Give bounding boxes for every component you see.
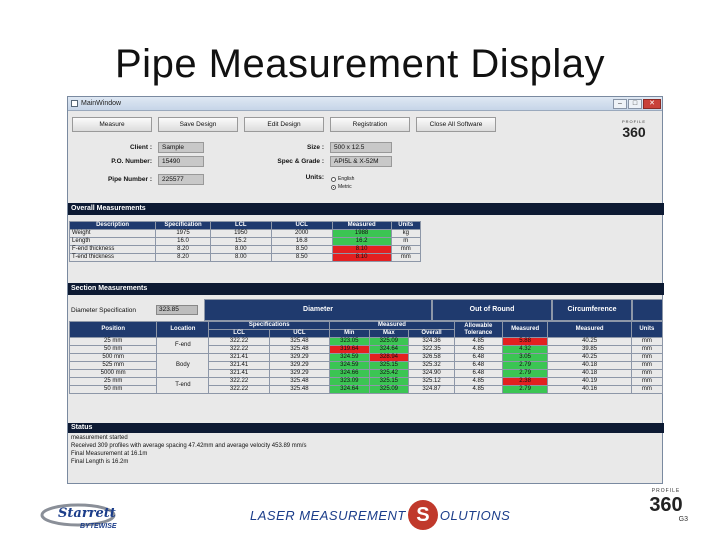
close-all-software-button[interactable]: Close All Software	[416, 117, 496, 132]
group-out-of-round: Out of Round	[432, 299, 552, 321]
table-cell: 16.8	[271, 238, 332, 246]
table-cell: 325.48	[269, 338, 329, 346]
table-cell: 321.41	[209, 370, 269, 378]
profile-number: 360	[649, 494, 683, 516]
status-line: measurement started	[71, 435, 128, 441]
table-cell: mm	[631, 378, 662, 386]
table-cell: 2000	[271, 230, 332, 238]
client-field[interactable]: Sample	[158, 142, 204, 153]
table-cell: mm	[391, 246, 420, 254]
status-log	[71, 434, 306, 466]
main-window	[67, 96, 663, 484]
table-cell: 2.38	[502, 378, 548, 386]
table-cell: 324.66	[330, 370, 370, 378]
table-cell: 325.15	[369, 362, 409, 370]
table-cell: 40.25	[548, 338, 631, 346]
spec-grade-field[interactable]: API5L & X-52M	[330, 156, 392, 167]
table-cell: 324.36	[409, 338, 455, 346]
table-cell: 8.20	[156, 254, 211, 262]
location-cell: T-end	[157, 378, 209, 394]
registration-button[interactable]: Registration	[330, 117, 410, 132]
table-cell: F-end thickness	[70, 246, 156, 254]
table-cell: 50 mm	[70, 346, 157, 354]
starrett-logo	[40, 503, 120, 538]
table-cell: 8.50	[271, 246, 332, 254]
table-cell: 1950	[210, 230, 271, 238]
table-cell: 323.09	[330, 378, 370, 386]
profile-g3: G3	[678, 516, 688, 523]
col-ucl: UCL	[271, 222, 332, 230]
col-specification: Specification	[156, 222, 211, 230]
table-cell: 4.85	[454, 386, 502, 394]
profile360-g3-logo	[636, 488, 696, 523]
logo-number: 360	[622, 124, 646, 140]
col-spec-ucl: UCL	[269, 330, 329, 338]
table-cell: m	[391, 238, 420, 246]
table-cell: 2.79	[502, 386, 548, 394]
table-cell: 5000 mm	[70, 370, 157, 378]
table-cell: mm	[631, 354, 662, 362]
save-design-button[interactable]: Save Design	[158, 117, 238, 132]
group-circumference: Circumference	[552, 299, 632, 321]
table-cell: mm	[631, 346, 662, 354]
diameter-spec-field[interactable]: 323.85	[156, 305, 198, 315]
table-cell: 325.09	[369, 338, 409, 346]
table-cell: 25 mm	[70, 378, 157, 386]
table-cell: 16.2	[332, 238, 391, 246]
table-cell: 324.59	[330, 354, 370, 362]
pipe-number-label: Pipe Number :	[107, 176, 152, 183]
table-cell: 525 mm	[70, 362, 157, 370]
table-cell: 324.87	[409, 386, 455, 394]
table-cell: 8.10	[332, 246, 391, 254]
starrett-brand: Starrett	[58, 506, 116, 521]
slide-title: Pipe Measurement Display	[115, 42, 605, 86]
measure-button[interactable]: Measure	[72, 117, 152, 132]
table-cell: 40.16	[548, 386, 631, 394]
table-cell: 325.12	[409, 378, 455, 386]
table-cell: 329.29	[269, 354, 329, 362]
po-number-field[interactable]: 15490	[158, 156, 204, 167]
col-description: Description	[70, 222, 156, 230]
table-cell: mm	[631, 386, 662, 394]
table-cell: 6.48	[454, 370, 502, 378]
window-title: MainWindow	[81, 100, 122, 107]
table-cell: 326.58	[409, 354, 455, 362]
units-metric-label: Metric	[338, 184, 352, 190]
col-position: Position	[70, 322, 157, 338]
spec-grade-label: Spec & Grade :	[277, 158, 324, 165]
table-row	[70, 230, 421, 238]
group-diameter: Diameter	[204, 299, 432, 321]
profile360-logo	[612, 119, 656, 159]
col-location: Location	[157, 322, 209, 338]
col-allowable-tolerance: Allowable Tolerance	[454, 322, 502, 338]
table-cell: 329.29	[269, 362, 329, 370]
table-cell: 16.0	[156, 238, 211, 246]
table-cell: 324.64	[330, 386, 370, 394]
diameter-spec-label: Diameter Specification	[71, 307, 137, 314]
lms-text-left: LASER MEASUREMENT	[250, 507, 406, 523]
size-field[interactable]: 500 x 12.5	[330, 142, 392, 153]
table-cell: 50 mm	[70, 386, 157, 394]
table-cell: 325.48	[269, 346, 329, 354]
col-specifications: Specifications	[209, 322, 330, 330]
bytewise-sub: BYTEWISE	[80, 523, 117, 530]
table-cell: 5.88	[502, 338, 548, 346]
table-cell: 322.22	[209, 378, 269, 386]
table-row	[70, 378, 663, 386]
table-cell: 324.59	[330, 362, 370, 370]
location-cell: Body	[157, 354, 209, 378]
table-cell: 325.32	[409, 362, 455, 370]
section-measurements-header: Section Measurements	[68, 283, 664, 295]
table-cell: mm	[631, 338, 662, 346]
col-circ-measured: Measured	[548, 322, 631, 338]
client-label: Client :	[129, 144, 152, 151]
table-cell: 321.41	[209, 362, 269, 370]
table-cell: 40.19	[548, 378, 631, 386]
table-cell: mm	[391, 254, 420, 262]
table-cell: 8.00	[210, 246, 271, 254]
table-cell: 325.48	[269, 386, 329, 394]
overall-table	[69, 221, 421, 262]
table-cell: 2.79	[502, 370, 548, 378]
table-row	[70, 338, 663, 346]
table-cell: 322.22	[209, 346, 269, 354]
col-measured: Measured	[332, 222, 391, 230]
table-cell: 15.2	[210, 238, 271, 246]
col-oor-measured: Measured	[502, 322, 548, 338]
units-label: Units:	[305, 174, 324, 181]
table-cell: 3.05	[502, 354, 548, 362]
table-cell: 4.32	[502, 346, 548, 354]
units-metric-radio[interactable]	[331, 184, 352, 190]
table-cell: 324.90	[409, 370, 455, 378]
table-cell: 8.00	[210, 254, 271, 262]
table-cell: 40.18	[548, 362, 631, 370]
logo-arc-text: PROFILE	[621, 119, 647, 124]
table-cell: 325.42	[369, 370, 409, 378]
table-cell: 4.85	[454, 338, 502, 346]
status-header: Status	[68, 423, 664, 433]
col-max: Max	[369, 330, 409, 338]
table-cell: 322.22	[209, 338, 269, 346]
close-button[interactable]: ✕	[643, 99, 661, 109]
table-cell: 323.05	[330, 338, 370, 346]
table-cell: mm	[631, 362, 662, 370]
table-cell: 40.25	[548, 354, 631, 362]
lms-text-right: OLUTIONS	[439, 507, 511, 523]
maximize-button[interactable]: □	[628, 99, 642, 109]
table-cell: 4.85	[454, 346, 502, 354]
table-cell: 321.41	[209, 354, 269, 362]
table-cell: 500 mm	[70, 354, 157, 362]
radio-icon	[331, 177, 336, 182]
section-table	[69, 321, 663, 394]
table-cell: mm	[631, 370, 662, 378]
table-cell: 325.48	[269, 378, 329, 386]
table-cell: 1975	[156, 230, 211, 238]
table-cell: 39.85	[548, 346, 631, 354]
col-units: Units	[391, 222, 420, 230]
table-cell: 324.64	[369, 346, 409, 354]
table-cell: 2.79	[502, 362, 548, 370]
status-line: Final Measurement at 16.1m	[71, 451, 148, 457]
table-row	[70, 254, 421, 262]
group-blank	[632, 299, 663, 321]
profile-arc-text: PROFILE	[651, 488, 681, 494]
table-cell: 325.09	[369, 386, 409, 394]
table-cell: T-end thickness	[70, 254, 156, 262]
location-cell: F-end	[157, 338, 209, 354]
col-min: Min	[330, 330, 370, 338]
table-cell: kg	[391, 230, 420, 238]
table-cell: 8.10	[332, 254, 391, 262]
minimize-button[interactable]: –	[613, 99, 627, 109]
size-label: Size :	[307, 144, 324, 151]
table-row	[70, 246, 421, 254]
laser-measurement-solutions-logo	[250, 500, 510, 530]
col-lcl: LCL	[210, 222, 271, 230]
table-cell: 322.35	[409, 346, 455, 354]
table-cell: 322.22	[209, 386, 269, 394]
table-cell: 329.29	[269, 370, 329, 378]
table-cell: 25 mm	[70, 338, 157, 346]
app-icon	[71, 100, 78, 107]
table-cell: 8.20	[156, 246, 211, 254]
table-row	[70, 354, 663, 362]
radio-selected-icon	[331, 185, 336, 190]
edit-design-button[interactable]: Edit Design	[244, 117, 324, 132]
table-cell: Length	[70, 238, 156, 246]
job-info-panel	[68, 137, 664, 199]
table-cell: 40.18	[548, 370, 631, 378]
overall-measurements-header: Overall Measurements	[68, 203, 664, 215]
lms-s-icon: S	[408, 500, 438, 530]
table-cell: 319.64	[330, 346, 370, 354]
table-cell: 6.48	[454, 354, 502, 362]
table-cell: 325.15	[369, 378, 409, 386]
status-line: Final Length is 16.2m	[71, 459, 129, 465]
status-line: Received 309 profiles with average spacing 47.42mm and average velocity 453.89 mm/s	[71, 443, 307, 449]
table-cell: 8.50	[271, 254, 332, 262]
table-cell: 4.85	[454, 378, 502, 386]
table-cell: Weight	[70, 230, 156, 238]
table-cell: 1988	[332, 230, 391, 238]
col-spec-lcl: LCL	[209, 330, 269, 338]
toolbar	[72, 117, 496, 132]
pipe-number-field[interactable]: 225577	[158, 174, 204, 185]
table-cell: 328.94	[369, 354, 409, 362]
col-overall: Overall	[409, 330, 455, 338]
table-cell: 6.48	[454, 362, 502, 370]
window-titlebar[interactable]	[68, 97, 662, 111]
units-english-label: English	[338, 176, 355, 182]
col-diam-measured: Measured	[330, 322, 455, 330]
po-number-label: P.O. Number:	[111, 158, 152, 165]
col-section-units: Units	[631, 322, 662, 338]
units-english-radio[interactable]	[331, 176, 354, 182]
table-row	[70, 238, 421, 246]
